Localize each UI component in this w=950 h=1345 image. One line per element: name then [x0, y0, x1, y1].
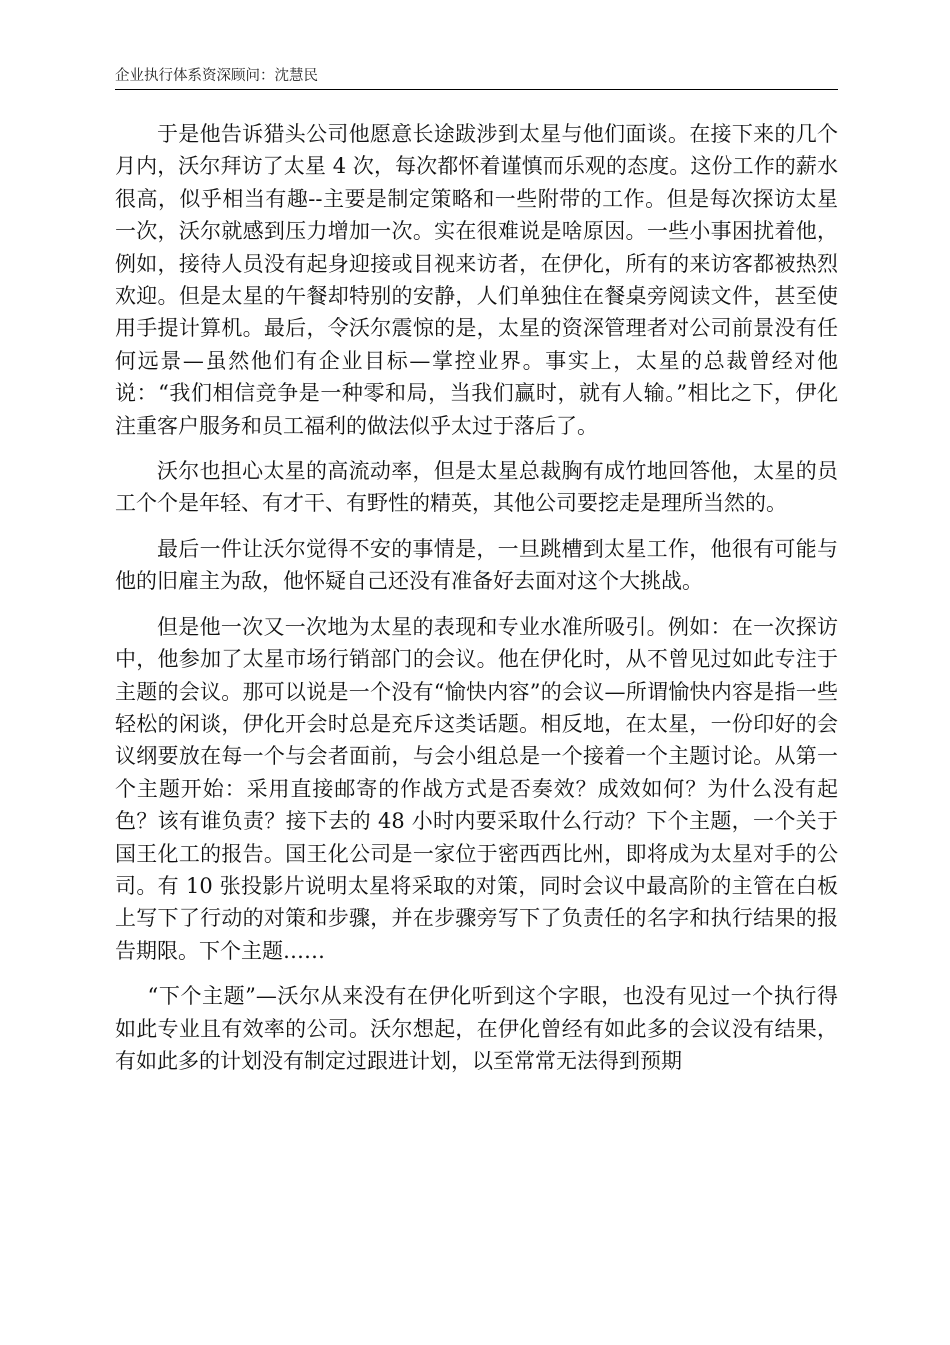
page-header: 企业执行体系资深顾问：沈慧民 — [115, 68, 318, 84]
header-divider — [115, 89, 838, 90]
paragraph: 于是他告诉猎头公司他愿意长途跋涉到太星与他们面谈。在接下来的几个月内，沃尔拜访了太星 4 次，每次都怀着谨慎而乐观的态度。这份工作的薪水很高，似乎相当有趣--主要是制定策略和一些附带的工作。但是每次探访太星一次，沃尔就感到压力增加一次。实在很难说是啥原因。一些小事困扰着他，例如，接待人员没有起身迎接或目视来访者，在伊化，所有的来访客都被热烈欢迎。但是太星的午餐却特别的安静，人们单独住在餐桌旁阅读文件，甚至使用手提计算机。最后，令沃尔震惊的是，太星的资深管理者对公司前景没有任何远景—虽然他们有企业目标—掌控业界。事实上，太星的总裁曾经对他说：“我们相信竞争是一种零和局，当我们赢时，就有人输。”相比之下，伊化注重客户服务和员工福利的做法似乎太过于落后了。 — [115, 122, 838, 438]
document-body — [115, 118, 838, 1090]
paragraph: 沃尔也担心太星的高流动率，但是太星总裁胸有成竹地回答他，太星的员工个个是年轻、有才干、有野性的精英，其他公司要挖走是理所当然的。 — [115, 459, 838, 516]
paragraph: “下个主题”—沃尔从来没有在伊化听到这个字眼，也没有见过一个执行得如此专业且有效率的公司。沃尔想起，在伊化曾经有如此多的会议没有结果，有如此多的计划没有制定过跟进计划，以至常常无法得到预期 — [115, 984, 838, 1073]
paragraph: 但是他一次又一次地为太星的表现和专业水准所吸引。例如：在一次探访中，他参加了太星市场行销部门的会议。他在伊化时，从不曾见过如此专注于主题的会议。那可以说是一个没有“愉快内容”的会议—所谓愉快内容是指一些轻松的闲谈，伊化开会时总是充斥这类话题。相反地，在太星，一份印好的会议纲要放在每一个与会者面前，与会小组总是一个接着一个主题讨论。从第一个主题开始：采用直接邮寄的作战方式是否奏效？成效如何？为什么没有起色？该有谁负责？接下去的 48 小时内要采取什么行动？下个主题，一个关于国王化工的报告。国王化公司是一家位于密西西比州，即将成为太星对手的公司。有 10 张投影片说明太星将采取的对策，同时会议中最高阶的主管在白板上写下了行动的对策和步骤，并在步骤旁写下了负责任的名字和执行结果的报告期限。下个主题…… — [115, 614, 838, 963]
paragraph: 最后一件让沃尔觉得不安的事情是，一旦跳槽到太星工作，他很有可能与他的旧雇主为敌，他怀疑自己还没有准备好去面对这个大挑战。 — [115, 536, 838, 594]
